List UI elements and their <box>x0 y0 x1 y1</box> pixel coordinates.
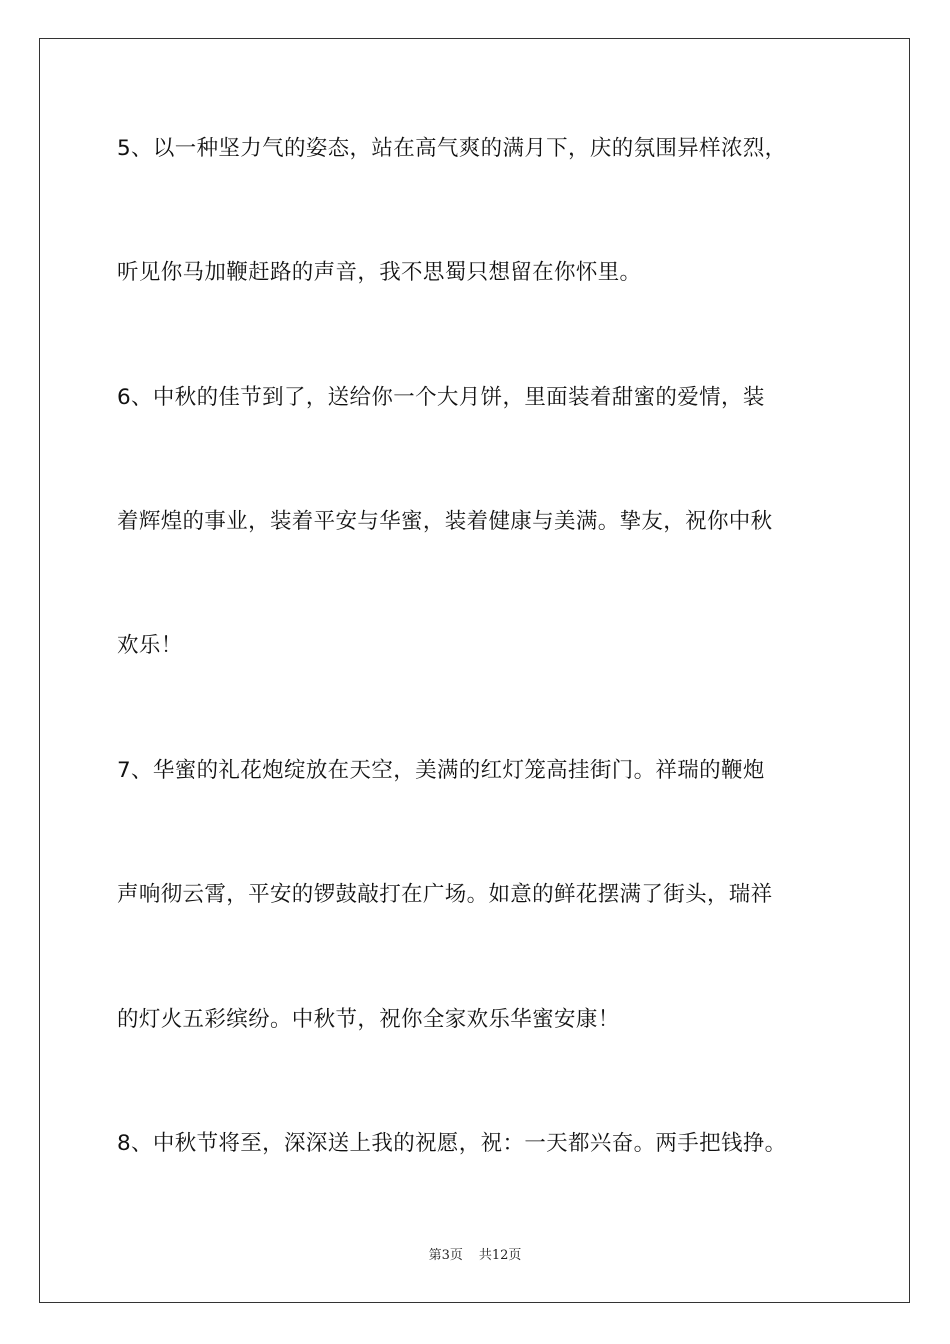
text-line: 听见你马加鞭赶路的声音，我不思蜀只想留在你怀里。 <box>117 260 642 285</box>
page-footer <box>0 1247 950 1265</box>
text-line: 着辉煌的事业，装着平安与华蜜，装着健康与美满。挚友，祝你中秋 <box>117 509 773 534</box>
text-line: 6、中秋的佳节到了，送给你一个大月饼，里面装着甜蜜的爱情，装 <box>117 385 765 410</box>
text-line: 声响彻云霄，平安的锣鼓敲打在广场。如意的鲜花摆满了街头，瑞祥 <box>117 882 773 907</box>
page-total: 共12页 <box>478 1248 522 1263</box>
text-line: 欢乐！ <box>117 633 183 658</box>
page-border <box>39 38 910 1303</box>
text-line: 7、华蜜的礼花炮绽放在天空，美满的红灯笼高挂街门。祥瑞的鞭炮 <box>117 758 765 783</box>
text-line: 5、以一种坚力气的姿态，站在高气爽的满月下，庆的氛围异样浓烈， <box>117 136 787 161</box>
text-line: 8、中秋节将至，深深送上我的祝愿，祝：一天都兴奋。两手把钱挣。 <box>117 1131 787 1156</box>
page-number: 第3页 <box>428 1248 463 1263</box>
text-line: 的灯火五彩缤纷。中秋节，祝你全家欢乐华蜜安康！ <box>117 1007 620 1032</box>
